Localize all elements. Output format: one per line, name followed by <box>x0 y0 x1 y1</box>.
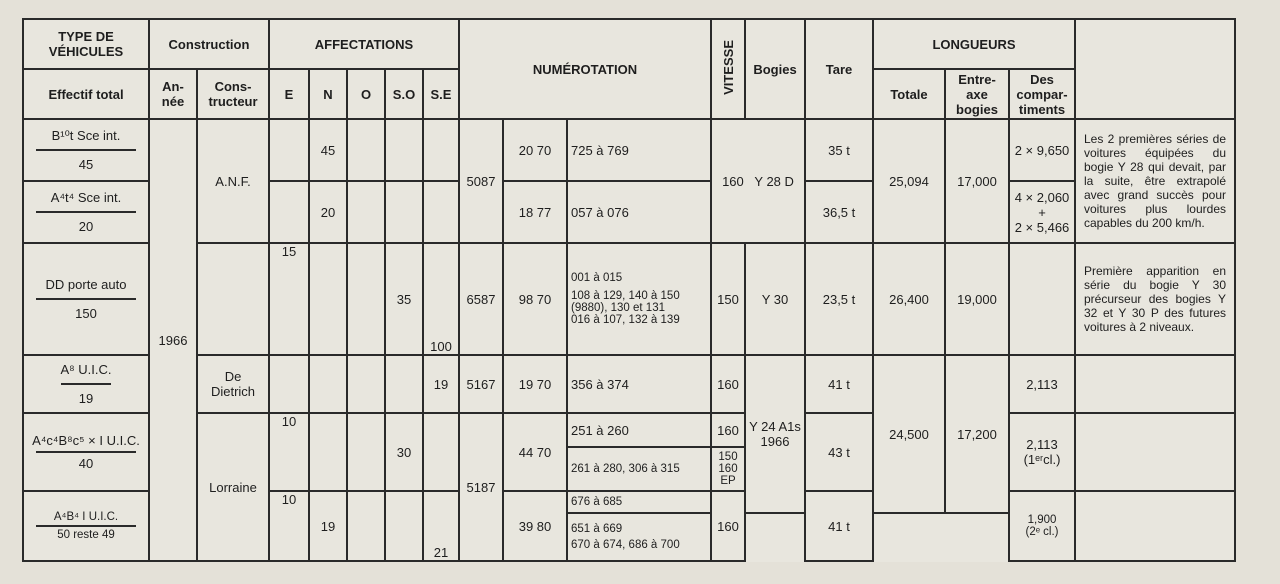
range-5a: 251 à 260 <box>567 413 711 447</box>
speed-1: 160 <box>722 173 744 189</box>
range-3 <box>567 243 711 355</box>
series-6587: 6587 <box>459 243 503 355</box>
vehicle-2-count: 20 <box>78 219 94 234</box>
range-3b: 108 à 129, 140 à 150 (9880), 130 et 131 <box>571 290 680 314</box>
speed-4: 160 <box>711 355 745 413</box>
header-vitesse-label: VITESSE <box>720 40 736 95</box>
range-6bc <box>567 513 711 561</box>
vehicle-5-name: A⁴c⁴B⁸c⁵ × I U.I.C. <box>32 433 140 448</box>
aff-se-5 <box>423 413 459 491</box>
header-tare: Tare <box>805 19 873 119</box>
comp-5 <box>1009 413 1075 491</box>
aff-n-1: 45 <box>309 119 347 181</box>
vehicle-6-name: A⁴B⁴ I U.I.C. <box>53 511 119 523</box>
aff-so-1 <box>385 119 423 181</box>
vehicle-6-count: 50 reste 49 <box>57 529 115 541</box>
aff-so-2 <box>385 181 423 243</box>
header-construction: Construction <box>149 19 269 69</box>
tare-5: 43 t <box>805 413 873 491</box>
aff-n-3 <box>309 243 347 355</box>
length-entraxe-1: 17,000 <box>945 119 1009 243</box>
header-comp: Des compar-timents <box>1009 69 1075 119</box>
comp-6a: 1,900 <box>1027 514 1057 526</box>
builder-blank <box>197 243 269 355</box>
builder-lorraine: Lorraine <box>197 413 269 561</box>
vehicle-4 <box>23 355 149 413</box>
length-total-1: 25,094 <box>873 119 945 243</box>
comp-2c: 2 × 5,466 <box>1014 219 1070 235</box>
vehicle-1-name: B¹⁰t Sce int. <box>51 128 121 143</box>
header-o: O <box>347 69 385 119</box>
header-notes-blank <box>1075 19 1235 119</box>
header-affectations: AFFECTATIONS <box>269 19 459 69</box>
length-total-3: 24,500 <box>873 355 945 513</box>
aff-se-6: 21 <box>423 491 459 561</box>
comp-5a: 2,113 <box>1026 437 1058 452</box>
aff-n-2: 20 <box>309 181 347 243</box>
range-2: 057 à 076 <box>567 181 711 243</box>
aff-so-6 <box>385 491 423 561</box>
aff-so-5: 30 <box>385 413 423 491</box>
aff-se-1 <box>423 119 459 181</box>
code-4: 19 70 <box>503 355 567 413</box>
vehicle-4-name: A⁸ U.I.C. <box>60 362 112 377</box>
range-3c: 016 à 107, 132 à 139 <box>571 314 680 326</box>
aff-n-4 <box>309 355 347 413</box>
comp-6b: (2ᵉ cl.) <box>1025 526 1059 538</box>
aff-e-4 <box>269 355 309 413</box>
bogie-2: Y 30 <box>745 243 805 355</box>
comp-2a: 4 × 2,060 <box>1014 189 1070 205</box>
vehicle-2 <box>23 181 149 243</box>
vehicle-5-count: 40 <box>78 456 94 471</box>
speed-bogie-anf <box>711 119 805 243</box>
vehicle-6 <box>23 491 149 561</box>
note-5 <box>1075 491 1235 561</box>
speed-3: 150 <box>711 243 745 355</box>
length-entraxe-3: 17,200 <box>945 355 1009 513</box>
comp-5b: (1ᵉʳcl.) <box>1023 452 1061 467</box>
vehicle-4-divider <box>61 383 111 385</box>
header-se: S.E <box>423 69 459 119</box>
aff-o-6 <box>347 491 385 561</box>
vehicle-1-divider <box>36 149 136 151</box>
aff-so-3: 35 <box>385 243 423 355</box>
code-5: 44 70 <box>503 413 567 491</box>
comp-4: 2,113 <box>1009 355 1075 413</box>
code-6: 39 80 <box>503 491 567 561</box>
aff-o-4 <box>347 355 385 413</box>
aff-o-5 <box>347 413 385 491</box>
header-so: S.O <box>385 69 423 119</box>
note-3 <box>1075 355 1235 413</box>
length-total-2: 26,400 <box>873 243 945 355</box>
aff-se-2 <box>423 181 459 243</box>
range-6c: 670 à 674, 686 à 700 <box>571 539 680 551</box>
length-entraxe-2: 19,000 <box>945 243 1009 355</box>
bogie-1: Y 28 D <box>754 173 794 189</box>
year-cell: 1966 <box>149 119 197 561</box>
vehicle-6-divider <box>36 525 136 527</box>
vehicle-1-count: 45 <box>78 157 94 172</box>
vehicle-3-divider <box>36 298 136 300</box>
aff-o-2 <box>347 181 385 243</box>
speed-5a: 160 <box>711 413 745 447</box>
aff-e-2 <box>269 181 309 243</box>
comp-2 <box>1009 181 1075 243</box>
builder-anf: A.N.F. <box>197 119 269 243</box>
comp-3 <box>1009 243 1075 355</box>
tare-4: 41 t <box>805 355 873 413</box>
aff-o-1 <box>347 119 385 181</box>
vehicle-2-divider <box>36 211 136 213</box>
tare-3: 23,5 t <box>805 243 873 355</box>
code-3: 98 70 <box>503 243 567 355</box>
aff-n-5 <box>309 413 347 491</box>
code-2: 18 77 <box>503 181 567 243</box>
header-type: TYPE DE VÉHICULES <box>23 19 149 69</box>
header-vitesse <box>711 19 745 119</box>
speed-5b <box>711 447 745 491</box>
header-e: E <box>269 69 309 119</box>
aff-se-4: 19 <box>423 355 459 413</box>
builder-de-dietrich: De Dietrich <box>197 355 269 413</box>
header-longueurs: LONGUEURS <box>873 19 1075 69</box>
tare-1: 35 t <box>805 119 873 181</box>
range-6a: 676 à 685 <box>567 491 711 513</box>
vehicle-3 <box>23 243 149 355</box>
aff-so-4 <box>385 355 423 413</box>
header-totale: Totale <box>873 69 945 119</box>
comp-1: 2 × 9,650 <box>1009 119 1075 181</box>
header-bogies: Bogies <box>745 19 805 119</box>
speed-5b-3: EP <box>720 475 736 487</box>
series-5087: 5087 <box>459 119 503 243</box>
header-annee: An-née <box>149 69 197 119</box>
vehicle-1 <box>23 119 149 181</box>
vehicle-2-name: A⁴t⁴ Sce int. <box>50 190 122 205</box>
tare-6: 41 t <box>805 491 873 561</box>
range-1: 725 à 769 <box>567 119 711 181</box>
vehicle-5-divider <box>36 451 136 453</box>
aff-o-3 <box>347 243 385 355</box>
aff-e-1 <box>269 119 309 181</box>
vehicle-5 <box>23 413 149 491</box>
range-6b: 651 à 669 <box>571 523 623 535</box>
series-5167: 5167 <box>459 355 503 413</box>
speed-5b-1: 150 <box>718 451 738 463</box>
aff-e-5: 10 <box>269 413 309 491</box>
speed-5b-2: 160 <box>718 463 738 475</box>
range-4: 356 à 374 <box>567 355 711 413</box>
comp-2b: + <box>1038 204 1046 220</box>
aff-se-3: 100 <box>423 243 459 355</box>
tare-2: 36,5 t <box>805 181 873 243</box>
aff-e-3: 15 <box>269 243 309 355</box>
bogie-3: Y 24 A1s 1966 <box>745 355 805 513</box>
range-5b: 261 à 280, 306 à 315 <box>567 447 711 491</box>
aff-n-6: 19 <box>309 491 347 561</box>
header-constructeur: Cons-tructeur <box>197 69 269 119</box>
range-3a: 001 à 015 <box>571 272 623 284</box>
header-entraxe: Entre-axe bogies <box>945 69 1009 119</box>
vehicle-4-count: 19 <box>78 391 94 406</box>
header-numerotation: NUMÉROTATION <box>459 19 711 119</box>
comp-6 <box>1009 491 1075 561</box>
note-2: Première apparition en série du bogie Y 30 précurseur des bogies Y 32 et Y 30 P des futures voitures à 2 niveaux. <box>1075 243 1235 355</box>
vehicle-3-count: 150 <box>75 306 97 321</box>
series-5187: 5187 <box>459 413 503 561</box>
code-1: 20 70 <box>503 119 567 181</box>
aff-e-6: 10 <box>269 491 309 561</box>
header-effectif: Effectif total <box>23 69 149 119</box>
vehicle-3-name: DD porte auto <box>45 277 127 292</box>
note-1: Les 2 premières séries de voitures équipées du bogie Y 28 qui devait, par la suite, être extrapolé avec grand succès pour voitures plus lourdes capables du 200 km/h. <box>1075 119 1235 243</box>
vehicle-table <box>22 18 1236 562</box>
note-4 <box>1075 413 1235 491</box>
speed-6: 160 <box>711 491 745 561</box>
header-n: N <box>309 69 347 119</box>
